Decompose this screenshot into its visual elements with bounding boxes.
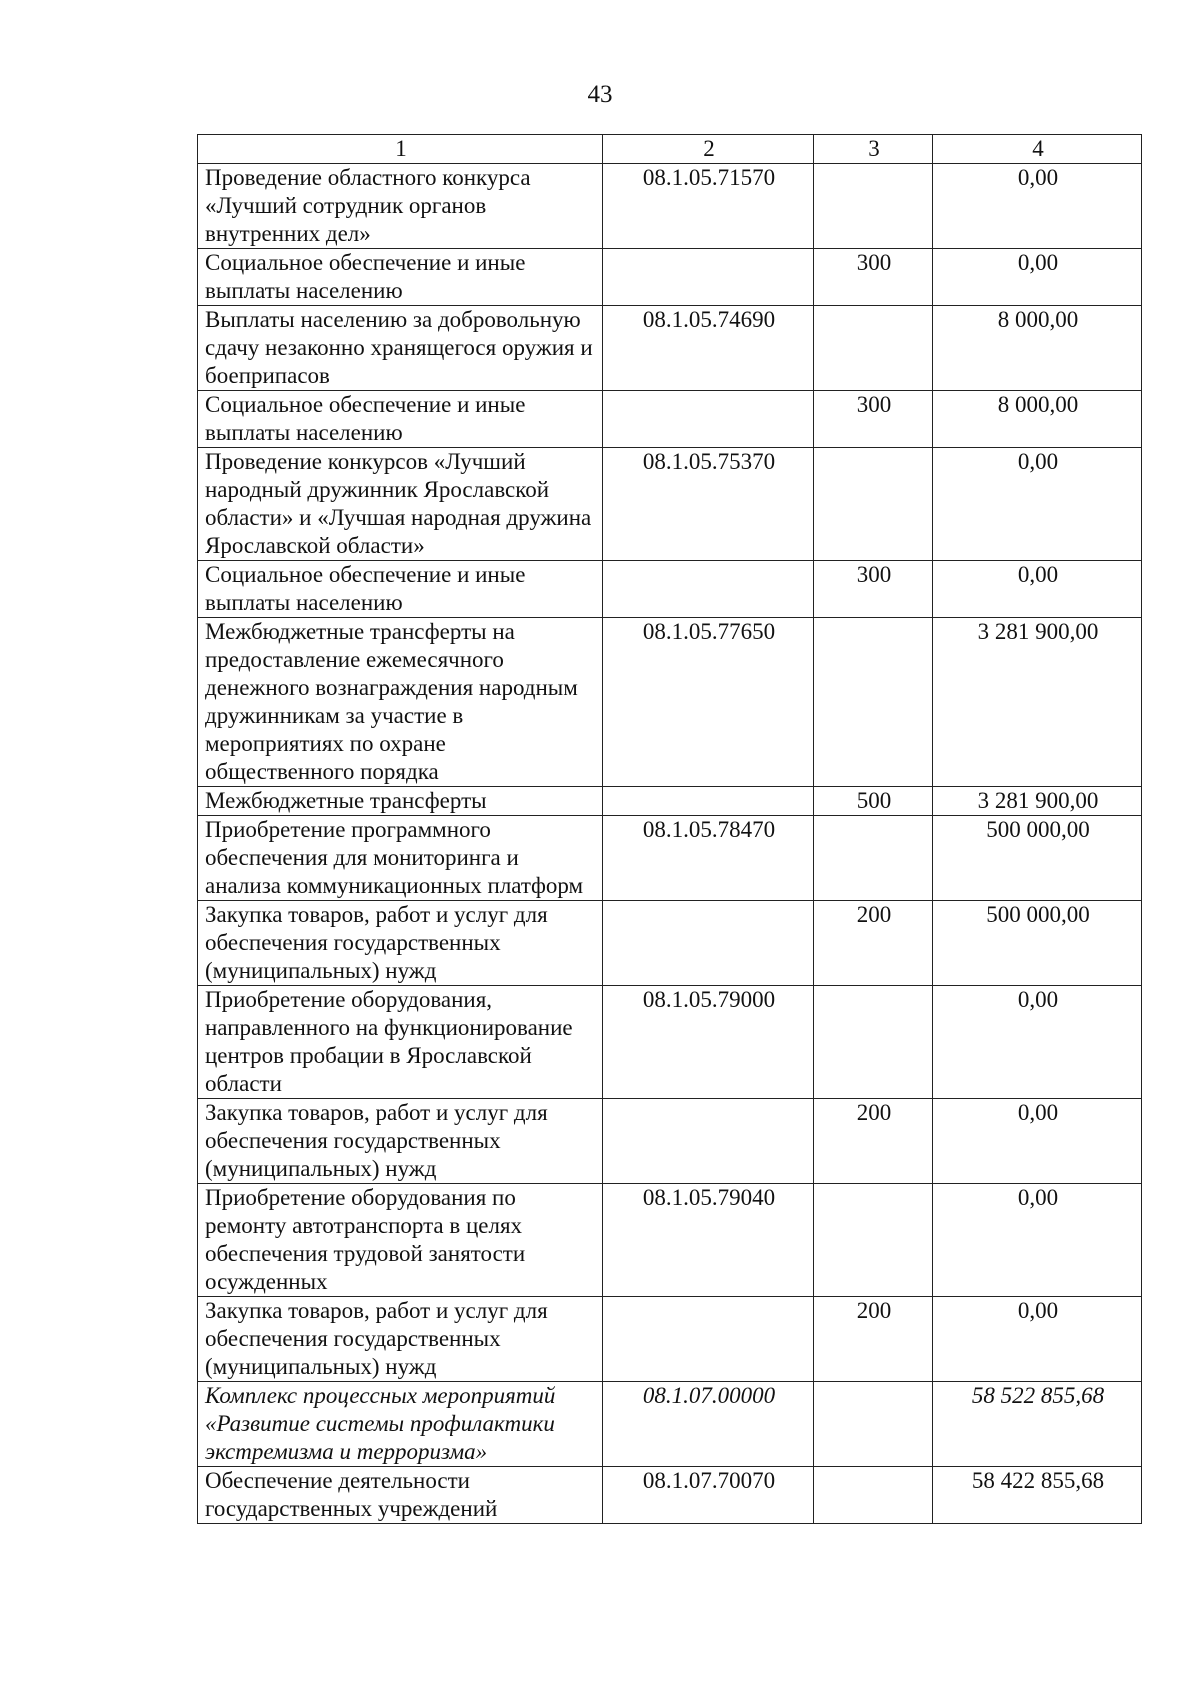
table-row xyxy=(198,249,1142,306)
row-expense-type-cell: 200 xyxy=(814,1297,933,1382)
row-amount-cell: 8 000,00 xyxy=(933,306,1142,391)
budget-table xyxy=(197,134,1142,1524)
row-name-cell: Проведение конкурсов «Лучший народный дружинник Ярославской области» и «Лучшая народная дружина Ярославской области» xyxy=(198,448,603,561)
table-row xyxy=(198,618,1142,787)
row-amount-cell: 0,00 xyxy=(933,561,1142,618)
table-row xyxy=(198,561,1142,618)
row-amount-cell: 0,00 xyxy=(933,986,1142,1099)
row-code-cell xyxy=(603,787,814,816)
table-row xyxy=(198,787,1142,816)
column-header-2: 2 xyxy=(603,135,814,164)
row-name-cell: Комплекс процессных мероприятий «Развитие системы профилактики экстремизма и терроризма» xyxy=(198,1382,603,1467)
row-name-cell: Межбюджетные трансферты xyxy=(198,787,603,816)
row-name-cell: Социальное обеспечение и иные выплаты населению xyxy=(198,391,603,448)
row-expense-type-cell xyxy=(814,816,933,901)
row-expense-type-cell xyxy=(814,1382,933,1467)
column-header-3: 3 xyxy=(814,135,933,164)
row-name-cell: Закупка товаров, работ и услуг для обеспечения государственных (муниципальных) нужд xyxy=(198,901,603,986)
row-amount-cell: 58 422 855,68 xyxy=(933,1467,1142,1524)
row-expense-type-cell xyxy=(814,164,933,249)
row-code-cell: 08.1.07.00000 xyxy=(603,1382,814,1467)
table-header xyxy=(198,135,1142,164)
table-row xyxy=(198,448,1142,561)
row-name-cell: Социальное обеспечение и иные выплаты населению xyxy=(198,561,603,618)
row-code-cell: 08.1.07.70070 xyxy=(603,1467,814,1524)
table-row xyxy=(198,986,1142,1099)
row-code-cell: 08.1.05.78470 xyxy=(603,816,814,901)
row-name-cell: Приобретение программного обеспечения для мониторинга и анализа коммуникационных платформ xyxy=(198,816,603,901)
header-row xyxy=(198,135,1142,164)
row-code-cell xyxy=(603,1297,814,1382)
row-code-cell: 08.1.05.75370 xyxy=(603,448,814,561)
table-row xyxy=(198,1184,1142,1297)
column-header-1: 1 xyxy=(198,135,603,164)
row-amount-cell: 0,00 xyxy=(933,249,1142,306)
row-name-cell: Выплаты населению за добровольную сдачу незаконно хранящегося оружия и боеприпасов xyxy=(198,306,603,391)
table-row xyxy=(198,306,1142,391)
table-row xyxy=(198,164,1142,249)
row-name-cell: Проведение областного конкурса «Лучший сотрудник органов внутренних дел» xyxy=(198,164,603,249)
row-expense-type-cell: 200 xyxy=(814,1099,933,1184)
row-amount-cell: 500 000,00 xyxy=(933,816,1142,901)
row-code-cell xyxy=(603,249,814,306)
row-expense-type-cell: 300 xyxy=(814,249,933,306)
table-row xyxy=(198,816,1142,901)
row-expense-type-cell xyxy=(814,306,933,391)
row-amount-cell: 3 281 900,00 xyxy=(933,787,1142,816)
row-name-cell: Приобретение оборудования по ремонту автотранспорта в целях обеспечения трудовой занятости осужденных xyxy=(198,1184,603,1297)
table-row xyxy=(198,391,1142,448)
row-expense-type-cell: 200 xyxy=(814,901,933,986)
row-expense-type-cell: 300 xyxy=(814,561,933,618)
row-name-cell: Обеспечение деятельности государственных учреждений xyxy=(198,1467,603,1524)
row-expense-type-cell xyxy=(814,448,933,561)
table-body xyxy=(198,164,1142,1524)
table-row xyxy=(198,1099,1142,1184)
row-code-cell xyxy=(603,561,814,618)
table-row xyxy=(198,1382,1142,1467)
row-expense-type-cell: 500 xyxy=(814,787,933,816)
row-expense-type-cell: 300 xyxy=(814,391,933,448)
row-amount-cell: 3 281 900,00 xyxy=(933,618,1142,787)
row-expense-type-cell xyxy=(814,618,933,787)
row-code-cell: 08.1.05.79040 xyxy=(603,1184,814,1297)
row-name-cell: Социальное обеспечение и иные выплаты населению xyxy=(198,249,603,306)
row-amount-cell: 8 000,00 xyxy=(933,391,1142,448)
table-row xyxy=(198,901,1142,986)
row-code-cell: 08.1.05.79000 xyxy=(603,986,814,1099)
row-code-cell: 08.1.05.71570 xyxy=(603,164,814,249)
row-amount-cell: 0,00 xyxy=(933,1297,1142,1382)
row-name-cell: Межбюджетные трансферты на предоставление ежемесячного денежного вознаграждения народным дружинникам за участие в мероприятиях по охране общественного порядка xyxy=(198,618,603,787)
row-amount-cell: 58 522 855,68 xyxy=(933,1382,1142,1467)
row-code-cell xyxy=(603,391,814,448)
row-amount-cell: 500 000,00 xyxy=(933,901,1142,986)
row-name-cell: Закупка товаров, работ и услуг для обеспечения государственных (муниципальных) нужд xyxy=(198,1297,603,1382)
row-amount-cell: 0,00 xyxy=(933,164,1142,249)
row-name-cell: Закупка товаров, работ и услуг для обеспечения государственных (муниципальных) нужд xyxy=(198,1099,603,1184)
row-code-cell: 08.1.05.74690 xyxy=(603,306,814,391)
page-number: 43 xyxy=(587,81,613,108)
table-row xyxy=(198,1297,1142,1382)
row-amount-cell: 0,00 xyxy=(933,448,1142,561)
row-code-cell xyxy=(603,1099,814,1184)
row-expense-type-cell xyxy=(814,1184,933,1297)
row-amount-cell: 0,00 xyxy=(933,1099,1142,1184)
column-header-4: 4 xyxy=(933,135,1142,164)
row-name-cell: Приобретение оборудования, направленного на функционирование центров пробации в Ярославской области xyxy=(198,986,603,1099)
row-expense-type-cell xyxy=(814,986,933,1099)
row-code-cell xyxy=(603,901,814,986)
row-expense-type-cell xyxy=(814,1467,933,1524)
row-amount-cell: 0,00 xyxy=(933,1184,1142,1297)
table-row xyxy=(198,1467,1142,1524)
row-code-cell: 08.1.05.77650 xyxy=(603,618,814,787)
